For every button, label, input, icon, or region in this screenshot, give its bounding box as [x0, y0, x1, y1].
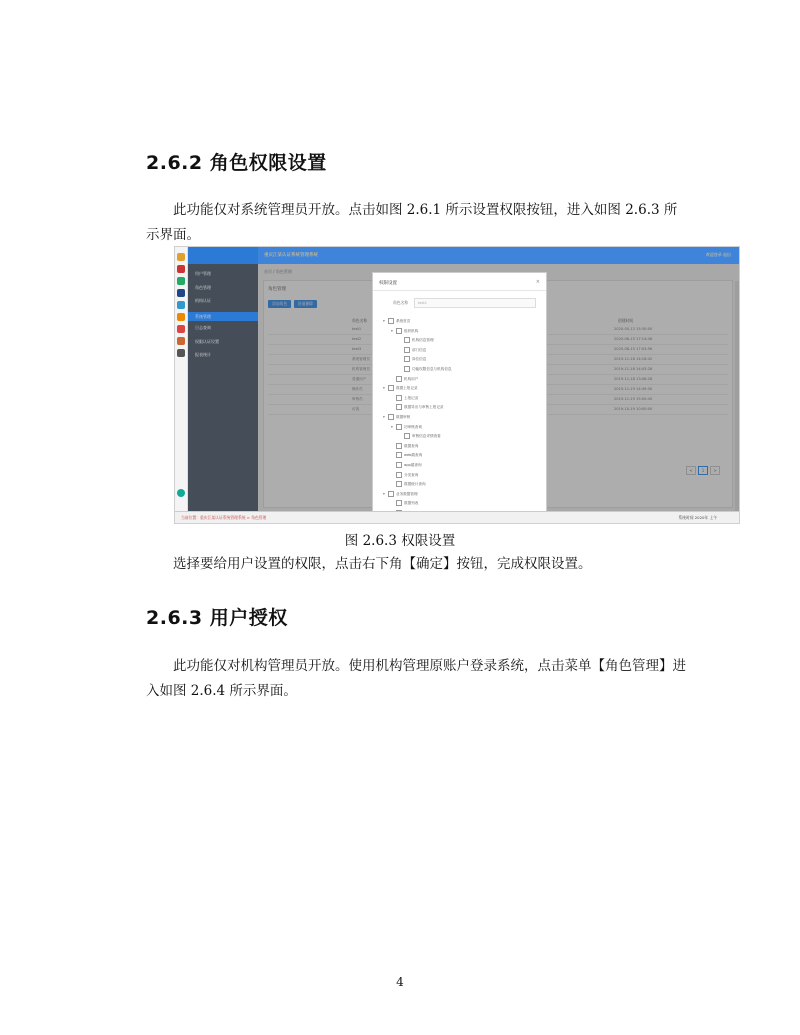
permission-tree-node[interactable]: [399, 337, 434, 343]
permission-tree-node[interactable]: [391, 376, 418, 382]
permission-tree-node[interactable]: [391, 395, 418, 401]
permission-checkbox[interactable]: [396, 500, 402, 506]
app-icon: [177, 313, 185, 321]
expand-toggle-icon[interactable]: ▾: [391, 424, 393, 429]
role-name-cell: 普通用户: [352, 377, 367, 381]
permission-tree-node[interactable]: [391, 443, 418, 449]
page-1-button[interactable]: 1: [698, 466, 708, 475]
permission-label: 业务数据管理: [396, 491, 418, 496]
permission-label: 审核信息详情查看: [412, 434, 441, 439]
permission-tree-node[interactable]: [383, 491, 418, 497]
section-paragraph: 此功能仅对机构管理员开放。使用机构管理原账户登录系统，点击菜单【角色管理】进入如图 2.6.4 所示界面。: [146, 658, 686, 699]
dialog-title: 权限设置: [379, 281, 397, 286]
status-right-text: 系统时间 2020年 上午: [678, 515, 717, 520]
permission-tree-node[interactable]: [391, 404, 444, 410]
section-heading-2-6-2: 2.6.2 角色权限设置: [146, 152, 327, 174]
permission-label: web端查询: [404, 453, 423, 458]
created-time-cell: 2020-06-15 17:03:56: [614, 347, 653, 351]
permission-label: 数据查询: [404, 443, 419, 448]
status-left-text: 当前位置：重庆江某认证系统管理系统 > 角色管理: [181, 515, 267, 520]
permission-label: app端查询: [404, 463, 422, 467]
permission-checkbox[interactable]: [388, 318, 394, 324]
permission-checkbox[interactable]: [396, 424, 402, 430]
expand-toggle-icon[interactable]: ▾: [383, 319, 385, 323]
permission-tree-node[interactable]: [391, 472, 418, 478]
permission-tree-node[interactable]: [391, 500, 418, 506]
close-icon[interactable]: ×: [535, 279, 540, 285]
app-icon: [177, 253, 185, 261]
created-time-cell: 2019-11-18 14:43:26: [614, 367, 653, 371]
permission-label: 机构用户: [404, 376, 419, 381]
permission-checkbox[interactable]: [396, 472, 402, 478]
permission-settings-screenshot: [174, 246, 740, 524]
permission-checkbox[interactable]: [404, 356, 410, 362]
permission-label: 系统首页: [396, 319, 411, 323]
permission-tree-node[interactable]: [391, 328, 418, 334]
batch-delete-button[interactable]: 批量删除: [294, 300, 317, 308]
panel-title: 角色管理: [268, 287, 286, 292]
role-name-cell: 机构管理员: [352, 367, 370, 371]
permission-label: 部门信息: [412, 347, 427, 352]
sidebar-item[interactable]: 权限认证设置: [195, 338, 219, 344]
sidebar-item[interactable]: 用户管理: [195, 271, 211, 276]
permission-tree-node[interactable]: [399, 347, 426, 353]
permission-tree-node[interactable]: [383, 414, 410, 420]
permission-label: 数据列表: [404, 501, 419, 506]
section-heading-2-6-3: 2.6.3 用户授权: [146, 607, 288, 629]
sidebar-item[interactable]: 角色管理: [195, 284, 211, 290]
sidebar: [188, 247, 258, 511]
permission-checkbox[interactable]: [404, 433, 410, 439]
permission-checkbox[interactable]: [388, 385, 394, 391]
permission-checkbox[interactable]: [396, 443, 402, 449]
app-icon: [177, 265, 185, 273]
created-time-cell: 2020-05-12 15:30:00: [614, 327, 653, 331]
app-icon: [177, 337, 185, 345]
permission-tree-node[interactable]: [391, 452, 422, 458]
created-time-cell: 2019-11-18 13:48:28: [614, 377, 653, 381]
permission-label: 岗位信息: [412, 357, 427, 362]
created-time-cell: 2019-11-19 14:49:30: [614, 387, 653, 391]
permission-checkbox[interactable]: [396, 481, 402, 487]
expand-toggle-icon[interactable]: ▾: [391, 328, 393, 333]
permission-checkbox[interactable]: [396, 395, 402, 401]
role-name-cell: test2: [352, 337, 362, 341]
app-icon: [177, 349, 185, 357]
sidebar-item[interactable]: 系统管理: [188, 312, 258, 321]
created-time-cell: 2019-11-18 14:18:42: [614, 357, 653, 361]
permission-checkbox[interactable]: [388, 414, 394, 420]
permission-label: 机构信息管理: [412, 338, 434, 343]
page-number: 4: [396, 975, 404, 989]
taskbar-icons: [175, 247, 188, 511]
expand-toggle-icon[interactable]: ▾: [383, 491, 385, 496]
permission-tree-node[interactable]: [391, 481, 426, 487]
permission-label: 组织机构: [404, 328, 419, 333]
permission-label: 上报记录: [404, 395, 419, 400]
role-name-label: 角色名称: [393, 300, 409, 305]
breadcrumb: 首页 / 角色管理: [264, 269, 292, 274]
created-time-cell: 2020-06-15 17:14:46: [614, 337, 653, 341]
section-paragraph: 选择要给用户设置的权限，点击右下角【确定】按钮，完成权限设置。: [173, 556, 592, 572]
permission-tree-node[interactable]: [399, 356, 426, 362]
user-links[interactable]: 欢迎登录 退出: [705, 252, 731, 257]
column-header-time: 创建时间: [618, 318, 634, 323]
permission-tree-node[interactable]: [391, 462, 422, 468]
created-time-cell: 2019-10-19 10:00:00: [614, 407, 653, 411]
permission-checkbox[interactable]: [396, 462, 402, 468]
permission-label: 功能权限信息与机构信息: [412, 367, 452, 371]
add-role-button[interactable]: 添加角色: [268, 300, 291, 308]
permission-tree-node[interactable]: [383, 318, 410, 324]
permission-checkbox[interactable]: [396, 404, 402, 410]
app-icon: [177, 489, 185, 497]
role-name-cell: 审核员: [352, 397, 363, 401]
role-name-cell: 访客: [352, 407, 360, 411]
section-paragraph: 此功能仅对系统管理员开放。点击如图 2.6.1 所示设置权限按钮，进入如图 2.6.3 所示界面。: [146, 202, 678, 243]
role-name-cell: test1: [352, 327, 362, 331]
role-name-cell: 系统管理员: [352, 357, 370, 361]
role-name-cell: test3: [352, 347, 362, 351]
permission-checkbox[interactable]: [404, 347, 410, 353]
permission-tree-node[interactable]: [391, 424, 422, 430]
app-icon: [177, 301, 185, 309]
app-icon: [177, 277, 185, 285]
figure-caption: 图 2.6.3 权限设置: [344, 533, 456, 549]
app-icon: [177, 325, 185, 333]
expand-toggle-icon[interactable]: ▾: [383, 386, 385, 391]
role-name-input[interactable]: [414, 298, 536, 308]
permission-tree-node[interactable]: [383, 385, 418, 391]
created-time-cell: 2019-11-19 15:00:40: [614, 397, 653, 401]
permission-checkbox[interactable]: [404, 366, 410, 372]
permission-tree-node[interactable]: [399, 433, 441, 439]
permission-label: 初审核查询: [404, 424, 422, 429]
permission-label: 数据上报记录: [396, 386, 418, 391]
sidebar-logo-bar: [188, 247, 258, 264]
next-page-button[interactable]: >: [710, 466, 720, 475]
permission-label: 数据导出与审核上报记录: [404, 405, 444, 410]
permission-dialog: [372, 272, 547, 519]
permission-label: 分类查询: [404, 472, 419, 477]
app-icon: [177, 289, 185, 297]
role-name-cell: 操作员: [352, 387, 363, 391]
column-header-name: 角色名称: [352, 318, 368, 323]
status-bar: [175, 511, 739, 524]
top-bar: [258, 247, 739, 264]
expand-toggle-icon[interactable]: ▾: [383, 415, 385, 419]
app-title: 重庆江某认证系统管理系统: [264, 253, 318, 258]
permission-checkbox[interactable]: [388, 491, 394, 497]
permission-checkbox[interactable]: [396, 452, 402, 458]
role-name-value: test1: [418, 301, 427, 305]
permission-label: 数据统计查询: [404, 482, 426, 487]
sidebar-item[interactable]: 机构认证: [195, 298, 211, 303]
permission-tree-node[interactable]: [399, 366, 452, 372]
permission-checkbox[interactable]: [396, 376, 402, 382]
sidebar-item[interactable]: 日志查询: [195, 325, 211, 330]
divider: [373, 290, 546, 291]
prev-page-button[interactable]: <: [686, 466, 696, 475]
permission-checkbox[interactable]: [404, 337, 410, 343]
permission-label: 数据审核: [396, 415, 411, 419]
permission-checkbox[interactable]: [396, 328, 402, 334]
sidebar-item[interactable]: 报表统计: [195, 352, 211, 357]
